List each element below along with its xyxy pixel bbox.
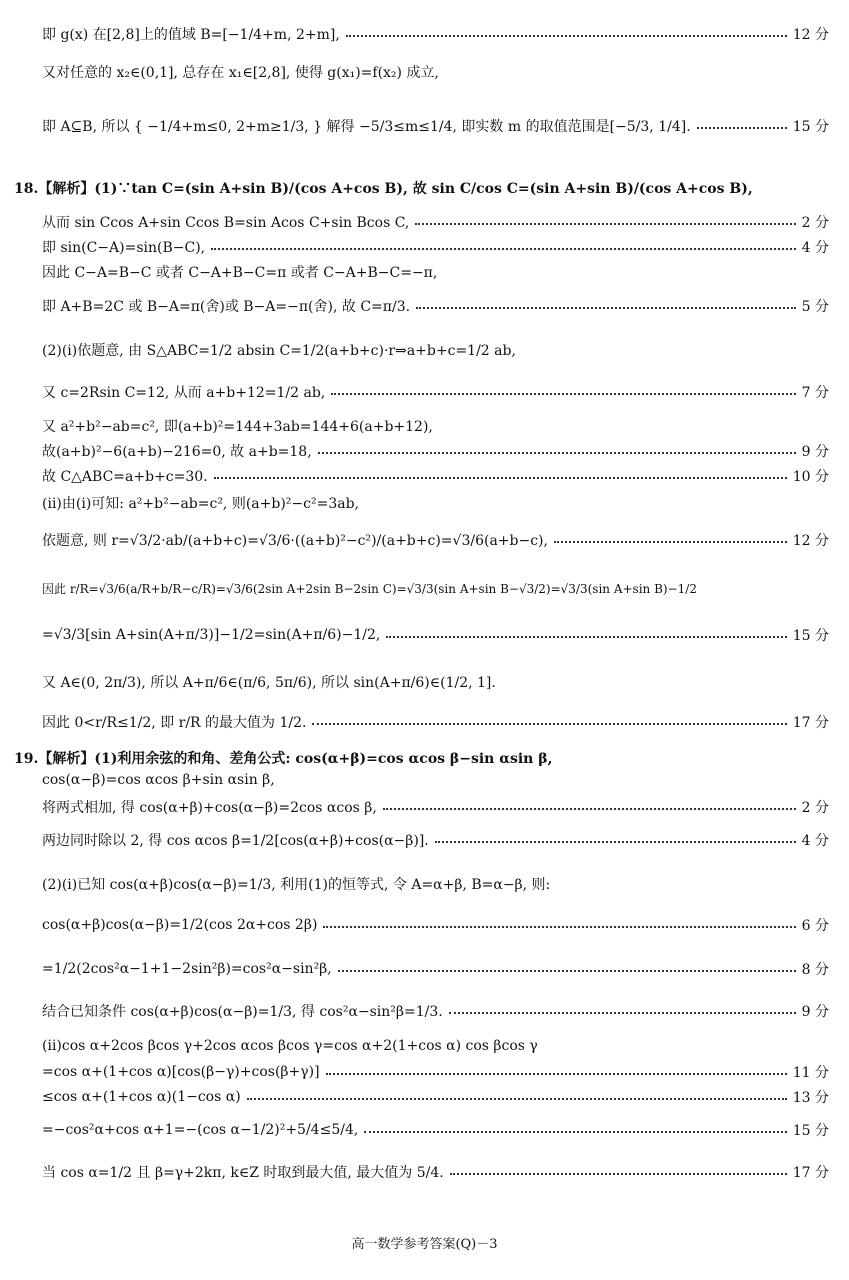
- line-19: 因此 0<r/R≤1/2, 即 r/R 的最大值为 1/2. 17 分: [42, 715, 829, 731]
- line-29: =cos α+(1+cos α)[cos(β−γ)+cos(β+γ)] 11 分: [42, 1064, 829, 1081]
- line-25: cos(α+β)cos(α−β)=1/2(cos 2α+cos 2β) 6 分: [42, 917, 829, 934]
- line-23: 两边同时除以 2, 得 cos αcos β=1/2[cos(α+β)+cos(α−β)]. 4 分: [42, 833, 829, 849]
- line-13: 故 C△ABC=a+b+c=30. 10 分: [42, 469, 829, 485]
- line-07: 因此 C−A=B−C 或者 C−A+B−C=π 或者 C−A+B−C=−π,: [42, 265, 438, 281]
- line-31: =−cos²α+cos α+1=−(cos α−1/2)²+5/4≤5/4, 15 分: [42, 1122, 829, 1139]
- line-30: ≤cos α+(1+cos α)(1−cos α) 13 分: [42, 1089, 829, 1106]
- line-27: 结合已知条件 cos(α+β)cos(α−β)=1/3, 得 cos²α−sin²β=1/3. 9 分: [42, 1004, 829, 1020]
- line-05: 从而 sin Ccos A+sin Ccos B=sin Acos C+sin Bcos C, 2 分: [42, 215, 829, 231]
- line-12: 故(a+b)²−6(a+b)−216=0, 故 a+b=18, 9 分: [42, 444, 829, 460]
- line-15: 依题意, 则 r=√3/2·ab/(a+b+c)=√3/6·((a+b)²−c²)/(a+b+c)=√3/6(a+b−c), 12 分: [42, 533, 829, 549]
- line-09: (2)(ⅰ)依题意, 由 S△ABC=1/2 absin C=1/2(a+b+c)·r⇒a+b+c=1/2 ab,: [42, 343, 516, 359]
- q18-heading: 18.【解析】(1)∵tan C=(sin A+sin B)/(cos A+cos B), 故 sin C/cos C=(sin A+sin B)/(cos A+cos B),: [14, 181, 753, 197]
- q19-heading: 19.【解析】(1)利用余弦的和角、差角公式: cos(α+β)=cos αcos β−sin αsin β,: [14, 751, 553, 767]
- line-18: 又 A∈(0, 2π/3), 所以 A+π/6∈(π/6, 5π/6), 所以 sin(A+π/6)∈(1/2, 1].: [42, 675, 496, 691]
- line-02: 又对任意的 x₂∈(0,1], 总存在 x₁∈[2,8], 使得 g(x₁)=f(x₂) 成立,: [42, 65, 439, 81]
- line-22: 将两式相加, 得 cos(α+β)+cos(α−β)=2cos αcos β, 2 分: [42, 800, 829, 816]
- line-06: 即 sin(C−A)=sin(B−C), 4 分: [42, 240, 829, 256]
- line-28: (ⅱ)cos α+2cos βcos γ+2cos αcos βcos γ=cos α+2(1+cos α) cos βcos γ: [42, 1038, 538, 1054]
- line-10: 又 c=2Rsin C=12, 从而 a+b+12=1/2 ab, 7 分: [42, 385, 829, 401]
- line-01: 即 g(x) 在[2,8]上的值域 B=[−1/4+m, 2+m], 12 分: [42, 27, 829, 43]
- line-17: =√3/3[sin A+sin(A+π/3)]−1/2=sin(A+π/6)−1/2, 15 分: [42, 627, 829, 644]
- line-24: (2)(ⅰ)已知 cos(α+β)cos(α−β)=1/3, 利用(1)的恒等式, 令 A=α+β, B=α−β, 则:: [42, 877, 551, 893]
- line-11: 又 a²+b²−ab=c², 即(a+b)²=144+3ab=144+6(a+b+12),: [42, 419, 433, 435]
- line-03: 即 A⊆B, 所以 { −1/4+m≤0, 2+m≥1/3, } 解得 −5/3≤m≤1/4, 即实数 m 的取值范围是[−5/3, 1/4]. 15 分: [42, 119, 829, 135]
- line-21: cos(α−β)=cos αcos β+sin αsin β,: [42, 772, 275, 788]
- line-26: =1/2(2cos²α−1+1−2sin²β)=cos²α−sin²β, 8 分: [42, 961, 829, 978]
- line-16: 因此 r/R=√3/6(a/R+b/R−c/R)=√3/6(2sin A+2sin B−2sin C)=√3/3(sin A+sin B−√3/2)=√3/3(sin A+sin B)−1/2: [42, 582, 697, 596]
- page-footer: 高一数学参考答案(Q)－3: [351, 1237, 498, 1252]
- line-08: 即 A+B=2C 或 B−A=π(舍)或 B−A=−π(舍), 故 C=π/3. 5 分: [42, 299, 829, 315]
- line-14: (ⅱ)由(ⅰ)可知: a²+b²−ab=c², 则(a+b)²−c²=3ab,: [42, 496, 359, 512]
- line-32: 当 cos α=1/2 且 β=γ+2kπ, k∈Z 时取到最大值, 最大值为 5/4. 17 分: [42, 1165, 829, 1181]
